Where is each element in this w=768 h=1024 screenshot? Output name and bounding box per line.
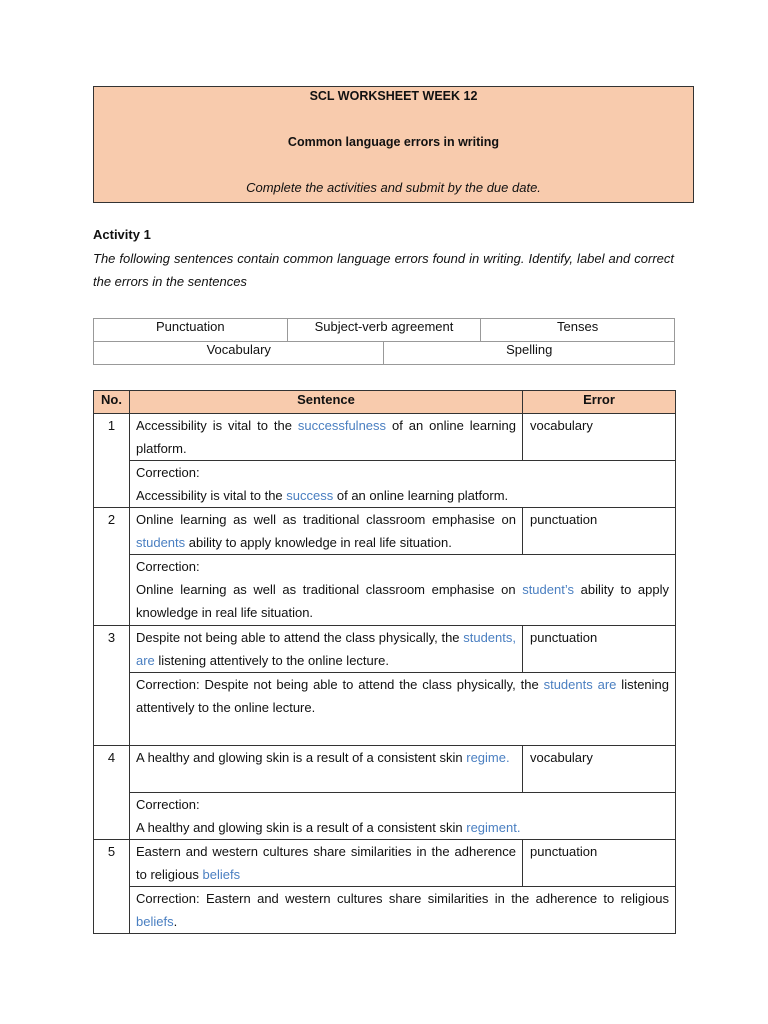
correction-text: Eastern and western cultures share similarities in the adherence to religious: [205, 891, 669, 906]
row-number: 3: [94, 626, 130, 746]
correction-label: Correction:: [136, 891, 200, 906]
table-header-row: [94, 391, 676, 414]
sentence-error-highlight: students, are: [136, 630, 516, 668]
sentence-cell: [130, 746, 523, 793]
correction-text-end: listening attentively to the online lecture.: [136, 677, 670, 715]
sentence-error-highlight: regime.: [466, 750, 510, 765]
correction-cell: [130, 461, 676, 508]
sentence-text: Online learning as well as traditional classroom emphasise on: [136, 512, 516, 527]
error-label: punctuation: [523, 840, 676, 887]
correction-highlight: students are: [543, 677, 617, 692]
sentence-error-highlight: students: [136, 535, 186, 550]
sentence-cell: [130, 414, 523, 461]
correction-label: Correction:: [136, 465, 200, 480]
correction-cell: [130, 673, 676, 746]
correction-highlight: success: [286, 488, 334, 503]
correction-text: Despite not being able to attend the class physically, the: [204, 677, 544, 692]
sentence-cell: [130, 840, 523, 887]
correction-cell: [130, 887, 676, 934]
header-no: No.: [94, 391, 130, 414]
sentence-error-highlight: successfulness: [297, 418, 387, 433]
sentence-text-end: listening attentively to the online lecture.: [154, 653, 389, 668]
correction-text-end: ability to apply knowledge in real life situation.: [136, 582, 669, 620]
error-label: vocabulary: [523, 414, 676, 461]
correction-cell: [130, 793, 676, 840]
sentence-text: Eastern and western cultures share similarities in the adherence to religious: [136, 844, 516, 882]
correction-highlight: student’s: [522, 582, 574, 597]
correction-row: [94, 555, 676, 626]
table-row: [94, 414, 676, 461]
row-number: 1: [94, 414, 130, 508]
correction-text: Online learning as well as traditional classroom emphasise on: [136, 582, 523, 597]
activity-title: Activity 1: [93, 227, 151, 242]
category-punctuation: Punctuation: [94, 319, 288, 342]
correction-highlight: regiment.: [466, 820, 521, 835]
category-subject-verb-agreement: Subject-verb agreement: [287, 319, 481, 342]
sentence-text: Despite not being able to attend the class physically, the: [136, 630, 464, 645]
category-spelling: Spelling: [384, 342, 675, 365]
worksheet-subtitle: Common language errors in writing: [287, 135, 500, 149]
error-label: vocabulary: [523, 746, 676, 793]
sentence-text: A healthy and glowing skin is a result of a consistent skin: [136, 750, 467, 765]
sentence-cell: [130, 508, 523, 555]
correction-row: [94, 793, 676, 840]
error-label: punctuation: [523, 508, 676, 555]
error-label: punctuation: [523, 626, 676, 673]
correction-cell: [130, 555, 676, 626]
error-table: [93, 390, 676, 934]
table-row: [94, 746, 676, 793]
error-category-table: [93, 318, 675, 365]
sentence-text: Accessibility is vital to the: [136, 418, 298, 433]
correction-label: Correction:: [136, 797, 200, 812]
activity-description: The following sentences contain common language errors found in writing. Identify, label and correct the errors in the sentences: [93, 251, 674, 289]
header-error: Error: [523, 391, 676, 414]
row-number: 2: [94, 508, 130, 626]
correction-row: [94, 461, 676, 508]
correction-highlight: beliefs: [136, 914, 174, 929]
correction-label: Correction:: [136, 559, 200, 574]
table-row: [94, 626, 676, 673]
correction-text: Accessibility is vital to the: [136, 488, 287, 503]
sentence-text-end: ability to apply knowledge in real life situation.: [185, 535, 452, 550]
sentence-text-end: of an online learning platform.: [136, 418, 517, 456]
correction-text-end: .: [173, 914, 178, 929]
correction-row: [94, 887, 676, 934]
correction-label: Correction:: [136, 677, 200, 692]
category-vocabulary: Vocabulary: [94, 342, 384, 365]
category-tenses: Tenses: [481, 319, 675, 342]
worksheet-title: SCL WORKSHEET WEEK 12: [309, 89, 478, 103]
worksheet-header: [93, 86, 694, 203]
correction-text: A healthy and glowing skin is a result of a consistent skin: [136, 820, 467, 835]
correction-row: [94, 673, 676, 746]
table-row: [94, 508, 676, 555]
sentence-cell: [130, 626, 523, 673]
correction-text-end: of an online learning platform.: [333, 488, 509, 503]
worksheet-instruction: Complete the activities and submit by the due date.: [246, 180, 541, 195]
header-sentence: Sentence: [130, 391, 523, 414]
row-number: 5: [94, 840, 130, 934]
sentence-error-highlight: beliefs: [202, 867, 241, 882]
row-number: 4: [94, 746, 130, 840]
table-row: [94, 840, 676, 887]
